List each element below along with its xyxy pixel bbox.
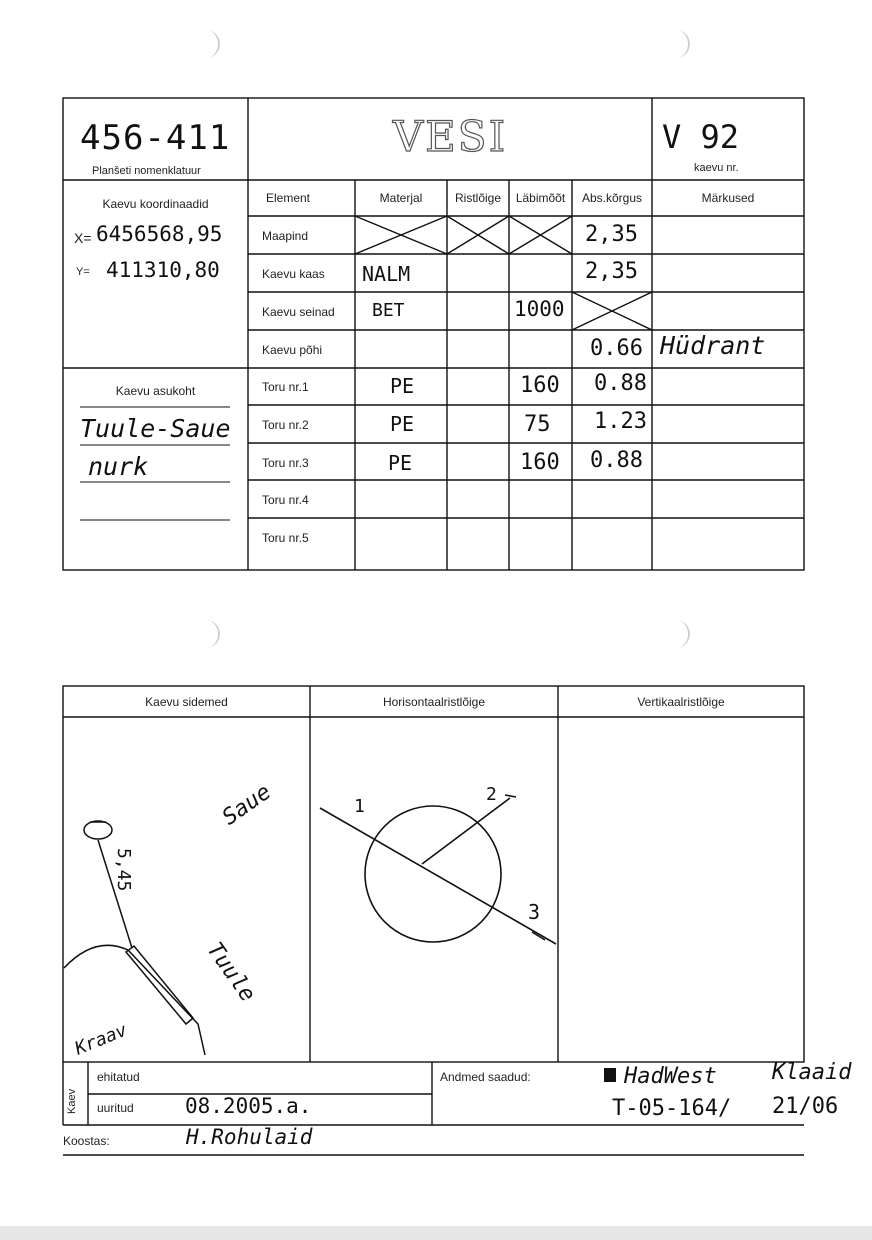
x-label: X= <box>74 230 92 246</box>
cell-materjal: BET <box>372 300 405 321</box>
location-line2: nurk <box>88 452 149 481</box>
well-id: V 92 <box>662 118 740 156</box>
cell-materjal: PE <box>390 374 415 398</box>
surveyed-value: 08.2005.a. <box>185 1094 312 1118</box>
col2-header: Horisontaalristlõige <box>382 694 486 709</box>
cell-abs: 0.66 <box>590 336 643 361</box>
header-labimoot: Läbimõõt <box>515 191 566 205</box>
row-element: Kaevu kaas <box>262 267 325 281</box>
cell-labimoot: 1000 <box>514 297 565 321</box>
location-label: Kaevu asukoht <box>115 384 196 398</box>
location-line1: Tuule-Saue <box>80 414 231 443</box>
built-label: ehitatud <box>97 1070 140 1084</box>
cell-abs: 0.88 <box>594 371 647 396</box>
page-title: VESI <box>392 112 508 161</box>
scan-edge <box>0 1226 872 1240</box>
data-from-value2: T-05-164/ <box>612 1096 732 1121</box>
compiler-value: H.Rohulaid <box>186 1125 313 1149</box>
plan-number-label: Planšeti nomenklatuur <box>92 165 201 177</box>
signature-1: Klaaid <box>772 1060 852 1085</box>
street-label-tuule: Tuule <box>201 938 260 1007</box>
row-element: Kaevu seinad <box>262 305 335 319</box>
compiler-label: Koostas: <box>63 1134 110 1148</box>
pipe-label-2: 2 <box>486 784 497 805</box>
cell-labimoot: 160 <box>520 450 560 475</box>
row-element: Toru nr.2 <box>262 418 309 432</box>
signature-2: 21/06 <box>772 1094 839 1119</box>
header-materjal: Materjal <box>379 191 423 205</box>
header-abs-korgus: Abs.kõrgus <box>581 191 643 205</box>
col3-header: Vertikaalristlõige <box>637 694 725 709</box>
cell-abs: 2,35 <box>585 222 638 247</box>
street-label-saue: Saue <box>218 779 276 831</box>
pipe-label-1: 1 <box>354 796 365 817</box>
header-element: Element <box>265 191 311 205</box>
row-element: Toru nr.1 <box>262 380 309 394</box>
row-element: Kaevu põhi <box>262 343 323 357</box>
kaev-label: Kaev <box>66 1088 78 1114</box>
ditch-label: Kraav <box>72 1019 131 1060</box>
header-markused: Märkused <box>701 191 755 205</box>
row-element: Toru nr.5 <box>262 531 309 545</box>
cell-markused: Hüdrant <box>660 331 766 360</box>
cell-abs: 2,35 <box>585 259 638 284</box>
cell-labimoot: 160 <box>520 373 560 398</box>
coordinates-label: Kaevu koordinaadid <box>102 197 209 211</box>
cell-materjal: NALM <box>362 262 411 286</box>
filled-square-mark <box>604 1068 616 1082</box>
cell-materjal: PE <box>388 451 413 475</box>
col1-header: Kaevu sidemed <box>145 694 228 709</box>
cell-abs: 1.23 <box>594 409 647 434</box>
pipe-label-3: 3 <box>528 900 541 924</box>
row-element: Maapind <box>262 229 309 243</box>
y-value: 411310,80 <box>106 258 220 282</box>
data-from-label: Andmed saadud: <box>440 1070 531 1084</box>
surveyed-label: uuritud <box>97 1101 134 1115</box>
row-element: Toru nr.3 <box>262 456 309 470</box>
well-id-label: kaevu nr. <box>694 162 739 174</box>
cell-materjal: PE <box>390 412 415 436</box>
data-from-value1: HadWest <box>624 1064 717 1089</box>
cell-abs: 0.88 <box>590 448 643 473</box>
cell-labimoot: 75 <box>524 412 551 437</box>
plan-number: 456-411 <box>80 118 231 158</box>
row-element: Toru nr.4 <box>262 493 309 507</box>
x-value: 6456568,95 <box>96 222 223 246</box>
distance-label: 5,45 <box>113 848 134 892</box>
y-label: Y= <box>76 266 90 278</box>
header-ristloige: Ristlõige <box>454 191 502 205</box>
